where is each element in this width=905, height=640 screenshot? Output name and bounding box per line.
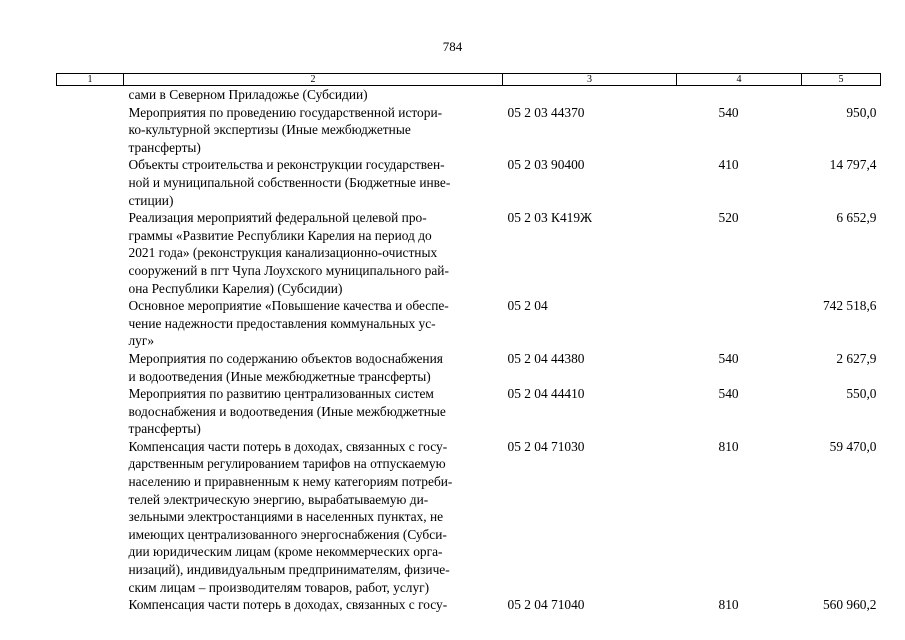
row-number-cell xyxy=(57,385,124,438)
row-name-cell xyxy=(124,596,503,614)
row-amount-cell: 14 797,4 xyxy=(829,157,877,173)
row-name-line: стиции) xyxy=(128,192,174,208)
page-number: 784 xyxy=(442,39,463,54)
row-type-cell: 540 xyxy=(718,350,739,366)
row-number-cell xyxy=(57,104,124,157)
row-code-cell: 05 2 04 71040 xyxy=(507,597,585,613)
row-name-line: зельными электростанциями в населенных пунктах, не xyxy=(128,509,444,525)
table-body xyxy=(57,86,881,614)
row-name-line: имеющих централизованного энергоснабжения (Субси- xyxy=(128,526,447,542)
row-amount-cell: 742 518,6 xyxy=(822,298,877,314)
row-type-cell: 410 xyxy=(718,157,739,173)
row-number-cell xyxy=(57,209,124,297)
row-name-line: Основное мероприятие «Повышение качества и обеспе- xyxy=(128,298,449,314)
row-amount-cell: 950,0 xyxy=(846,104,877,120)
row-name-line: Реализация мероприятий федеральной целевой про- xyxy=(128,210,427,226)
row-type-cell: 810 xyxy=(718,597,739,613)
row-name-line: сами в Северном Приладожье (Субсидии) xyxy=(128,87,368,102)
row-code-cell: 05 2 04 71030 xyxy=(507,438,585,454)
row-number-cell xyxy=(57,156,124,209)
row-name-line: ной и муниципальной собственности (Бюджетные инве- xyxy=(128,174,451,190)
row-name-cell xyxy=(124,86,503,104)
table-row xyxy=(57,297,881,350)
row-number-cell xyxy=(57,438,124,596)
row-number-cell xyxy=(57,86,124,104)
row-number-cell xyxy=(57,350,124,385)
row-name-line: граммы «Развитие Республики Карелия на период до xyxy=(128,227,432,243)
row-name-cell xyxy=(124,104,503,157)
row-code-cell xyxy=(503,86,677,104)
row-amount-cell xyxy=(802,86,881,104)
row-name-line: низаций), индивидуальным предпринимателям, физиче- xyxy=(128,562,450,578)
column-header-1: 1 xyxy=(57,74,124,86)
row-name-cell xyxy=(124,209,503,297)
table-row xyxy=(57,385,881,438)
row-name-line: Компенсация части потерь в доходах, связанных с госу- xyxy=(128,438,448,454)
row-name-cell xyxy=(124,350,503,385)
row-name-line: ским лицам – производителям товаров, работ, услуг) xyxy=(128,579,430,595)
row-type-cell: 810 xyxy=(718,438,739,454)
row-code-cell: 05 2 04 44410 xyxy=(507,386,585,402)
row-name-line: Мероприятия по развитию централизованных систем xyxy=(128,386,434,402)
row-name-line: Объекты строительства и реконструкции государствен- xyxy=(128,157,445,173)
budget-table xyxy=(56,73,881,614)
row-type-cell: 540 xyxy=(718,386,739,402)
row-name-line: дии юридическим лицам (кроме некоммерческих орга- xyxy=(128,544,443,560)
column-header-5: 5 xyxy=(802,74,881,86)
row-name-line: населению и приравненным к нему категориям потреби- xyxy=(128,474,453,490)
row-type-cell: 520 xyxy=(718,210,739,226)
row-type-cell: 540 xyxy=(718,104,739,120)
column-header-4: 4 xyxy=(677,74,802,86)
row-code-cell: 05 2 04 44380 xyxy=(507,350,585,366)
row-name-line: ко-культурной экспертизы (Иные межбюджетные xyxy=(128,122,411,138)
row-name-line: телей электрическую энергию, вырабатываемую ди- xyxy=(128,491,429,507)
row-code-cell: 05 2 04 xyxy=(507,298,548,314)
table-row xyxy=(57,438,881,596)
row-name-line: Компенсация части потерь в доходах, связанных с госу- xyxy=(128,597,448,613)
row-code-cell: 05 2 03 К419Ж xyxy=(507,210,593,226)
row-name-cell xyxy=(124,297,503,350)
row-amount-cell: 2 627,9 xyxy=(836,350,877,366)
row-name-line: и водоотведения (Иные межбюджетные трансферты) xyxy=(128,368,431,384)
row-name-line: дарственным регулированием тарифов на отпускаемую xyxy=(128,456,446,472)
table-row xyxy=(57,596,881,614)
table-row xyxy=(57,350,881,385)
row-name-line: 2021 года» (реконструкция канализационно-очистных xyxy=(128,245,438,261)
column-header-3: 3 xyxy=(503,74,677,86)
row-number-cell xyxy=(57,297,124,350)
row-name-line: Мероприятия по содержанию объектов водоснабжения xyxy=(128,350,443,366)
row-name-line: сооружений в пгт Чупа Лоухского муниципального рай- xyxy=(128,262,449,278)
row-type-cell xyxy=(677,86,802,104)
row-name-line: луг» xyxy=(128,333,155,349)
row-name-cell xyxy=(124,156,503,209)
row-name-line: водоснабжения и водоотведения (Иные межбюджетные xyxy=(128,403,446,419)
row-name-line: она Республики Карелия) (Субсидии) xyxy=(128,280,343,296)
row-name-line: Мероприятия по проведению государственной истори- xyxy=(128,104,443,120)
table-row xyxy=(57,156,881,209)
row-name-line: трансферты) xyxy=(128,139,201,155)
row-code-cell: 05 2 03 44370 xyxy=(507,104,585,120)
row-amount-cell: 550,0 xyxy=(846,386,877,402)
row-code-cell: 05 2 03 90400 xyxy=(507,157,585,173)
row-amount-cell: 560 960,2 xyxy=(822,597,877,613)
row-name-cell xyxy=(124,438,503,596)
row-amount-cell: 59 470,0 xyxy=(829,438,877,454)
column-header-2: 2 xyxy=(124,74,503,86)
table-row xyxy=(57,209,881,297)
header-row xyxy=(57,74,881,86)
row-name-line: чение надежности предоставления коммунальных ус- xyxy=(128,315,436,331)
row-type-cell xyxy=(677,297,802,350)
table-header xyxy=(57,74,881,86)
row-amount-cell: 6 652,9 xyxy=(836,210,877,226)
table-row xyxy=(57,86,881,104)
row-name-cell xyxy=(124,385,503,438)
row-number-cell xyxy=(57,596,124,614)
table-row xyxy=(57,104,881,157)
row-name-line: трансферты) xyxy=(128,421,201,437)
